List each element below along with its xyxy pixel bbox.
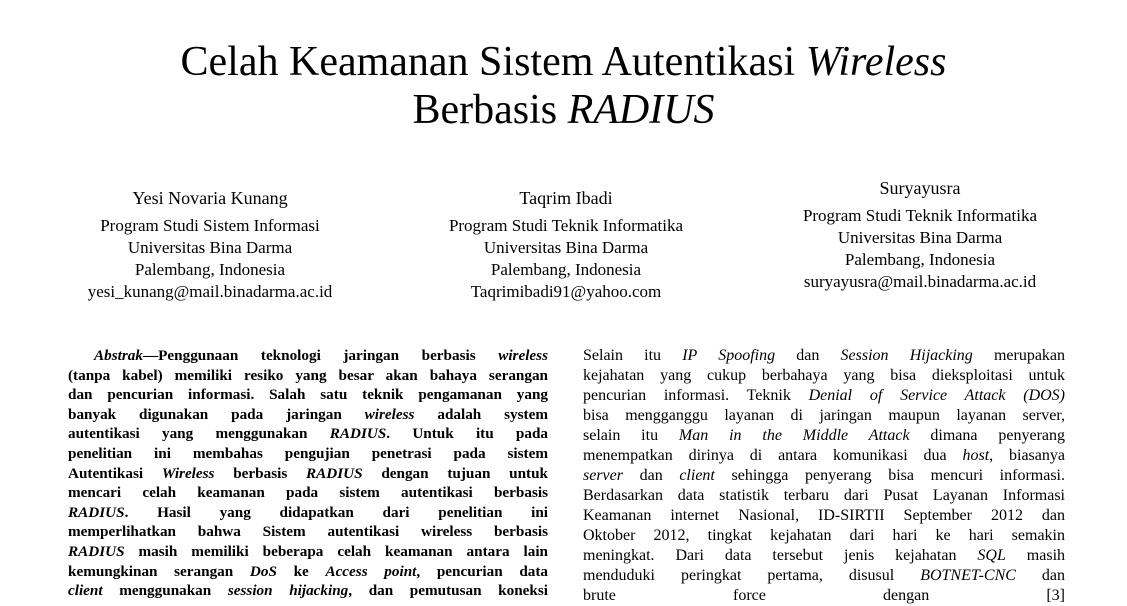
- author-department: Program Studi Teknik Informatika: [802, 206, 1038, 225]
- body-line: Oktober 2012, tingkat kejahatan dari hari ke hari semakin: [583, 527, 1065, 544]
- abstract-line: Abstrak—Penggunaan teknologi jaringan berbasis wireless: [94, 347, 548, 364]
- author-block-1: [60, 187, 360, 303]
- author-email: yesi_kunang@mail.binadarma.ac.id: [87, 282, 333, 301]
- author-city: Palembang, Indonesia: [134, 260, 286, 279]
- abstract-line: penelitian ini membahas pengujian penetrasi pada sistem: [68, 444, 548, 462]
- abstract-line: memperlihatkan bahwa Sistem autentikasi wireless berbasis: [68, 523, 548, 541]
- abstract: [68, 346, 548, 601]
- body-line: kejahatan yang cukup berbahaya yang bisa dieksploitasi untuk: [583, 367, 1065, 384]
- author-block-2: [416, 187, 716, 303]
- body-line: server dan client sehingga penyerang bisa mencuri informasi.: [583, 467, 1065, 484]
- abstract-line: dan pencurian informasi. Salah satu teknik pengamanan yang: [68, 386, 548, 404]
- abstract-line: banyak digunakan pada jaringan wireless adalah system: [68, 405, 548, 423]
- paper-title: [0, 38, 1127, 134]
- author-city: Palembang, Indonesia: [844, 250, 996, 269]
- abstract-line: (tanpa kabel) memiliki resiko yang besar akan bahaya serangan: [68, 366, 548, 384]
- abstract-line: autentikasi yang menggunakan RADIUS. Untuk itu pada: [68, 425, 548, 443]
- author-block-3: [770, 177, 1070, 293]
- author-university: Universitas Bina Darma: [483, 238, 649, 257]
- title-line-2: Berbasis RADIUS: [412, 87, 715, 133]
- abstract-line: RADIUS masih memiliki beberapa celah keamanan antara lain: [68, 542, 548, 560]
- author-department: Program Studi Teknik Informatika: [448, 216, 684, 235]
- author-university: Universitas Bina Darma: [127, 238, 293, 257]
- body-line-cut-off: brute force dengan [3]: [583, 587, 1065, 604]
- body-text-right-column: [583, 346, 1066, 604]
- body-line: Berdasarkan data statistik terbaru dari Pusat Layanan Informasi: [583, 487, 1065, 504]
- author-name: Taqrim Ibadi: [519, 188, 613, 208]
- author-university: Universitas Bina Darma: [837, 228, 1003, 247]
- author-email: suryayusra@mail.binadarma.ac.id: [803, 272, 1037, 291]
- title-line-1: Celah Keamanan Sistem Autentikasi Wireless: [180, 39, 947, 85]
- author-name: Yesi Novaria Kunang: [132, 188, 288, 208]
- author-city: Palembang, Indonesia: [490, 260, 642, 279]
- author-email: Taqrimibadi91@yahoo.com: [470, 282, 662, 301]
- abstract-line: Autentikasi Wireless berbasis RADIUS dengan tujuan untuk: [68, 464, 548, 482]
- abstract-line: RADIUS. Hasil yang didapatkan dari penelitian ini: [68, 503, 548, 521]
- body-line: menempatkan dirinya di antara komunikasi dua host, biasanya: [583, 447, 1065, 464]
- author-department: Program Studi Sistem Informasi: [100, 216, 320, 235]
- body-line: Keamanan internet Nasional, ID-SIRTII September 2012 dan: [583, 507, 1065, 524]
- abstract-line: client menggunakan session hijacking, dan pemutusan koneksi: [68, 582, 548, 600]
- abstract-line: mencari celah keamanan pada sistem autentikasi berbasis: [68, 484, 548, 502]
- abstract-label: Abstrak: [94, 347, 143, 364]
- author-name: Suryayusra: [879, 178, 961, 198]
- body-line: selain itu Man in the Middle Attack dimana penyerang: [583, 427, 1065, 444]
- body-line: bisa mengganggu layanan di jaringan maupun layanan server,: [583, 407, 1065, 424]
- body-line: pencurian informasi. Teknik Denial of Service Attack (DOS): [583, 387, 1066, 404]
- abstract-line: kemungkinan serangan DoS ke Access point, pencurian data: [68, 562, 549, 580]
- body-line: menduduki peringkat pertama, disusul BOTNET-CNC dan: [583, 567, 1065, 584]
- body-line: meningkat. Dari data tersebut jenis kejahatan SQL masih: [583, 547, 1066, 564]
- body-line: Selain itu IP Spoofing dan Session Hijacking merupakan: [583, 347, 1066, 364]
